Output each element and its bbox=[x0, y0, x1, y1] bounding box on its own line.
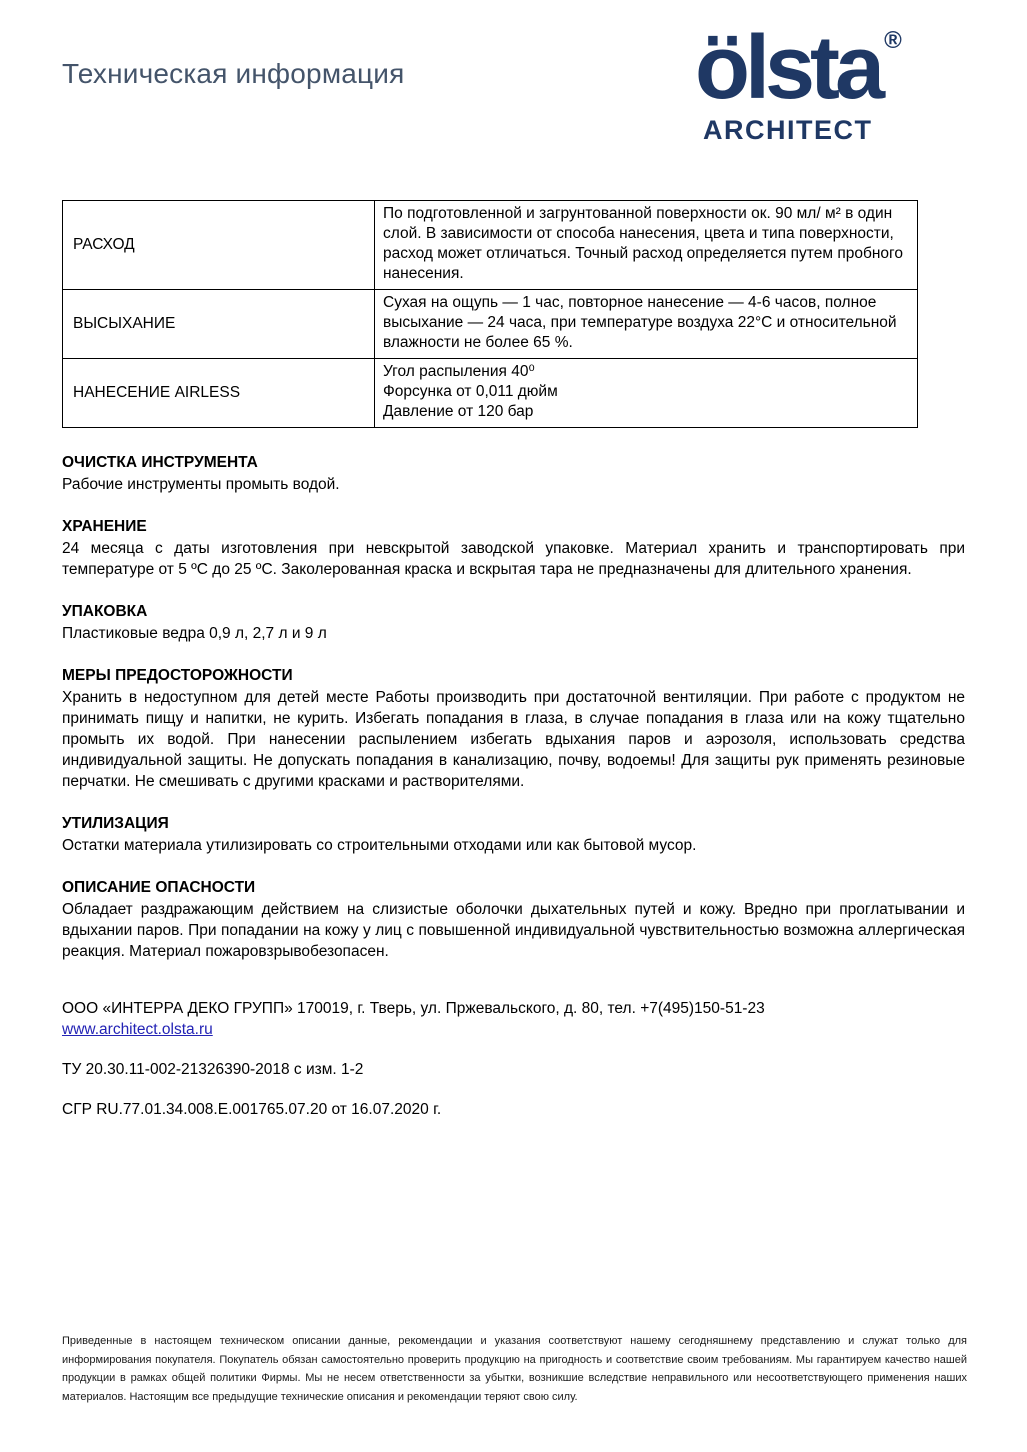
section-storage bbox=[62, 516, 965, 580]
contacts-block bbox=[62, 998, 965, 1120]
section-disposal bbox=[62, 813, 965, 856]
section-heading-disposal: УТИЛИЗАЦИЯ bbox=[62, 815, 169, 832]
table-row-consumption bbox=[63, 201, 918, 290]
table-row-drying bbox=[63, 290, 918, 359]
section-heading-tool-cleaning: ОЧИСТКА ИНСТРУМЕНТА bbox=[62, 454, 258, 471]
section-heading-precautions: МЕРЫ ПРЕДОСТОРОЖНОСТИ bbox=[62, 667, 293, 684]
section-tool-cleaning bbox=[62, 452, 965, 495]
registered-trademark-icon: ® bbox=[884, 27, 902, 54]
footer-disclaimer: Приведенные в настоящем техническом описании данные, рекомендации и указания соответствуют нашему сегодняшнему представлению и служат только для информирования покупателя. Покупатель обязан самостоятельно проверить продукцию на пригодность и соответствие своим требованиям. Мы гарантируем качество нашей продукции в рамках общей политики Фирмы. Мы не несем ответственности за убытки, возникшие вследствие неправильного или несоответствующего применения наших материалов. Настоящим все предыдущие технические описания и рекомендации теряют свою силу. bbox=[62, 1335, 967, 1403]
brand-logo bbox=[695, 18, 965, 146]
section-body-packaging: Пластиковые ведра 0,9 л, 2,7 л и 9 л bbox=[62, 625, 327, 642]
row-label-airless: НАНЕСЕНИЕ AIRLESS bbox=[63, 359, 375, 428]
tu-standard-line: ТУ 20.30.11-002-21326390-2018 с изм. 1-2 bbox=[62, 1061, 364, 1078]
section-body-disposal: Остатки материала утилизировать со строительными отходами или как бытовой мусор. bbox=[62, 837, 697, 854]
row-label-drying: ВЫСЫХАНИЕ bbox=[63, 290, 375, 359]
airless-line-pressure: Давление от 120 бар bbox=[383, 403, 534, 420]
section-precautions bbox=[62, 665, 965, 792]
section-body-precautions: Хранить в недоступном для детей месте Работы производить при достаточной вентиляции. При работе с продуктом не принимать пищу и напитки, не курить. Избегать попадания в глаза, в случае попадания в глаза или на кожу тщательно промыть их водой. При нанесении распылением избегать вдыхания паров и аэрозоля, использовать средства индивидуальной защиты. Не допускать попадания в канализацию, почву, водоемы! Для защиты рук применять резиновые перчатки. Не смешивать с другими красками и растворителями. bbox=[62, 689, 965, 790]
section-heading-packaging: УПАКОВКА bbox=[62, 603, 148, 620]
company-address-line: ООО «ИНТЕРРА ДЕКО ГРУПП» 170019, г. Тверь, ул. Пржевальского, д. 80, тел. +7(495)150-51-23 bbox=[62, 1000, 765, 1017]
table-row-airless bbox=[63, 359, 918, 428]
spec-table bbox=[62, 200, 918, 428]
row-value-consumption: По подготовленной и загрунтованной поверхности ок. 90 мл/ м² в один слой. В зависимости от способа нанесения, цвета и типа поверхности, расход может отличаться. Точный расход определяется путем пробного нанесения. bbox=[375, 201, 918, 290]
olsta-logo-wordmark bbox=[695, 18, 965, 118]
section-packaging bbox=[62, 601, 965, 644]
sections bbox=[62, 452, 965, 962]
section-body-hazard-description: Обладает раздражающим действием на слизистые оболочки дыхательных путей и кожу. Вредно при проглатывании и вдыхании паров. При попадании на кожу у лиц с повышенной индивидуальной чувствительностью возможна аллергическая реакция. Материал пожаровзрывобезопасен. bbox=[62, 901, 965, 960]
airless-line-nozzle: Форсунка от 0,011 дюйм bbox=[383, 383, 558, 400]
section-body-tool-cleaning: Рабочие инструменты промыть водой. bbox=[62, 476, 340, 493]
section-body-storage: 24 месяца с даты изготовления при невскрытой заводской упаковке. Материал хранить и транспортировать при температуре от 5 ºС до 25 ºС. Заколерованная краска и вскрытая тара не предназначены для длительного хранения. bbox=[62, 540, 965, 578]
row-value-drying: Сухая на ощупь — 1 час, повторное нанесение — 4-6 часов, полное высыхание — 24 часа, при температуре воздуха 22°С и относительной влажности не более 65 %. bbox=[375, 290, 918, 359]
document-page bbox=[62, 0, 965, 1452]
section-heading-storage: ХРАНЕНИЕ bbox=[62, 518, 147, 535]
page-title: Техническая информация bbox=[62, 58, 405, 89]
header bbox=[62, 18, 965, 188]
row-value-airless bbox=[375, 359, 918, 428]
row-label-consumption: РАСХОД bbox=[63, 201, 375, 290]
airless-line-angle: Угол распыления 40⁰ bbox=[383, 363, 535, 380]
section-hazard-description bbox=[62, 877, 965, 962]
brand-subline-architect: ARCHITECT bbox=[703, 115, 873, 145]
sgr-certificate-line: СГР RU.77.01.34.008.Е.001765.07.20 от 16.07.2020 г. bbox=[62, 1101, 442, 1118]
section-heading-hazard-description: ОПИСАНИЕ ОПАСНОСТИ bbox=[62, 879, 256, 896]
website-link[interactable]: www.architect.olsta.ru bbox=[62, 1021, 213, 1038]
olsta-logo-text: ölsta bbox=[695, 18, 881, 118]
